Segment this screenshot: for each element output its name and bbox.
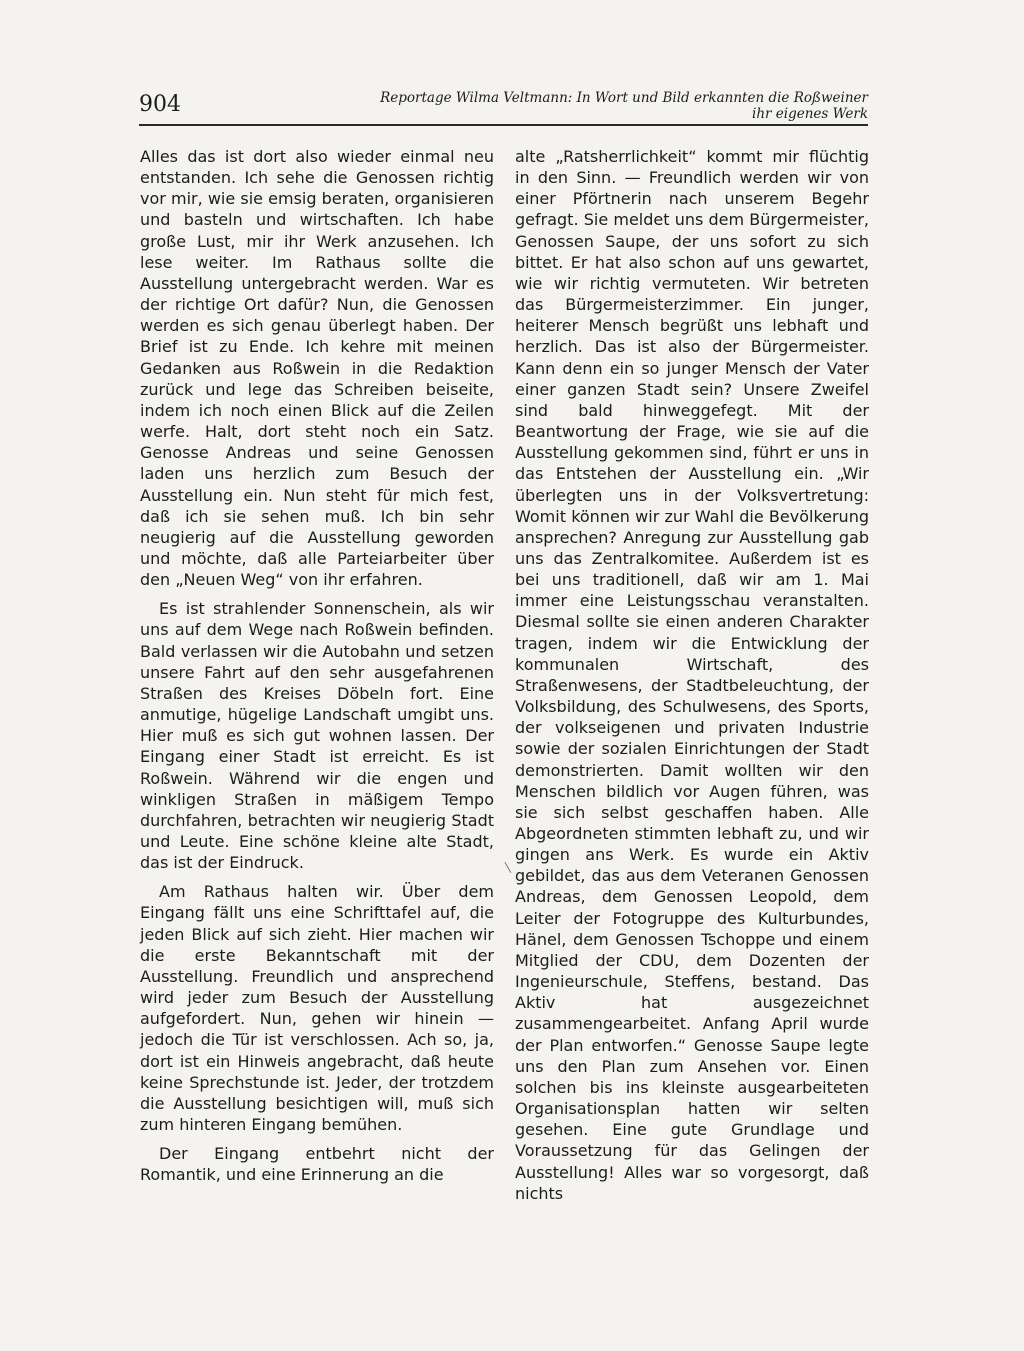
- running-header-line-2: ihr eigenes Werk: [752, 106, 868, 122]
- running-header-line-1: Reportage Wilma Veltmann: In Wort und Bild erkannten die Roßweiner: [380, 90, 868, 106]
- right-column: [515, 146, 869, 1212]
- left-column: [140, 146, 494, 1194]
- paragraph: Es ist strahlender Sonnenschein, als wir uns auf dem Wege nach Roßwein befinden. Bald verlassen wir die Autobahn und setzen unsere Fahrt auf den sehr ausgefahrenen Straßen des Kreises Döbeln fort. Eine anmutige, hügelige Landschaft umgibt uns. Hier muß es sich gut wohnen lassen. Der Eingang einer Stadt ist erreicht. Es ist Roßwein. Während wir die engen und winkligen Straßen in mäßigem Tempo durchfahren, betrachten wir neugierig Stadt und Leute. Eine schöne kleine alte Stadt, das ist der Eindruck.: [140, 599, 494, 873]
- running-header: [300, 90, 868, 122]
- paragraph: Der Eingang entbehrt nicht der Romantik, und eine Erinnerung an die: [140, 1144, 494, 1185]
- paragraph: alte „Ratsherrlichkeit“ kommt mir flüchtig in den Sinn. — Freundlich werden wir von einer Pförtnerin nach unserem Begehr gefragt. Sie meldet uns dem Bürgermeister, Genossen Saupe, der uns sofort zu sich bittet. Er hat also schon auf uns gewartet, wie wir richtig vermuteten. Wir betreten das Bürgermeisterzimmer. Ein junger, heiterer Mensch begrüßt uns lebhaft und herzlich. Das ist also der Bürgermeister. Kann denn ein so junger Mensch der Vater einer ganzen Stadt sein? Unsere Zweifel sind bald hinweggefegt. Mit der Beantwortung der Frage, wie sie auf die Ausstellung gekommen sind, führt er uns in das Entstehen der Ausstellung ein. „Wir überlegten uns in der Volksvertretung: Womit können wir zur Wahl die Bevölkerung ansprechen? Anregung zur Ausstellung gab uns das Zentralkomitee. Außerdem ist es bei uns traditionell, daß wir am 1. Mai immer eine Leistungsschau veranstalten. Diesmal sollte sie einen anderen Charakter tragen, indem wir die Entwicklung der kommunalen Wirtschaft, des Straßenwesens, der Stadtbeleuchtung, der Volksbildung, des Schulwesens, des Sports, der volkseigenen und privaten Industrie sowie der sozialen Einrichtungen der Stadt demonstrierten. Damit wollten wir den Menschen bildlich vor Augen führen, was sie sich selbst geschaffen haben. Alle Abgeordneten stimmten lebhaft zu, und wir gingen ans Werk. Es wurde ein Aktiv gebildet, das aus dem Veteranen Genossen Andreas, dem Genossen Leopold, dem Leiter der Fotogruppe des Kulturbundes, Hänel, dem Genossen Tschoppe und einem Mitglied der CDU, dem Dozenten der Ingenieurschule, Steffens, bestand. Das Aktiv hat ausgezeichnet zusammengearbeitet. Anfang April wurde der Plan entworfen.“ Genosse Saupe legte uns den Plan zum Ansehen vor. Einen solchen bis ins kleinste ausgearbeiteten Organisationsplan hatten wir selten gesehen. Eine gute Grundlage und Voraussetzung für das Gelingen der Ausstellung! Alles war so vorgesorgt, daß nichts: [515, 147, 869, 1203]
- paragraph: Am Rathaus halten wir. Über dem Eingang fällt uns eine Schrifttafel auf, die jeden Blick auf sich zieht. Hier machen wir die erste Bekanntschaft mit der Ausstellung. Freundlich und ansprechend wird jeder zum Besuch der Ausstellung aufgefordert. Nun, gehen wir hinein — jedoch die Tür ist verschlossen. Ach so, ja, dort ist ein Hinweis angebracht, daß heute keine Sprechstunde ist. Jeder, der trotzdem die Ausstellung besichtigen will, muß sich zum hinteren Eingang bemühen.: [140, 882, 494, 1135]
- header-rule: [139, 124, 868, 126]
- paragraph: Alles das ist dort also wieder einmal neu entstanden. Ich sehe die Genossen richtig vor mir, wie sie emsig beraten, organisieren und basteln und wirtschaften. Ich habe große Lust, mir ihr Werk anzusehen. Ich lese weiter. Im Rathaus sollte die Ausstellung untergebracht werden. War es der richtige Ort dafür? Nun, die Genossen werden es sich genau überlegt haben. Der Brief ist zu Ende. Ich kehre mit meinen Gedanken aus Roßwein in die Redaktion zurück und lege das Schreiben beiseite, indem ich noch einen Blick auf die Zeilen werfe. Halt, dort steht noch ein Satz. Genosse Andreas und seine Genossen laden uns herzlich zum Besuch der Ausstellung ein. Nun steht für mich fest, daß ich sie sehen muß. Ich bin sehr neugierig auf die Ausstellung geworden und möchte, daß alle Parteiarbeiter über den „Neuen Weg“ von ihr erfahren.: [140, 147, 494, 590]
- page-number: 904: [139, 92, 181, 117]
